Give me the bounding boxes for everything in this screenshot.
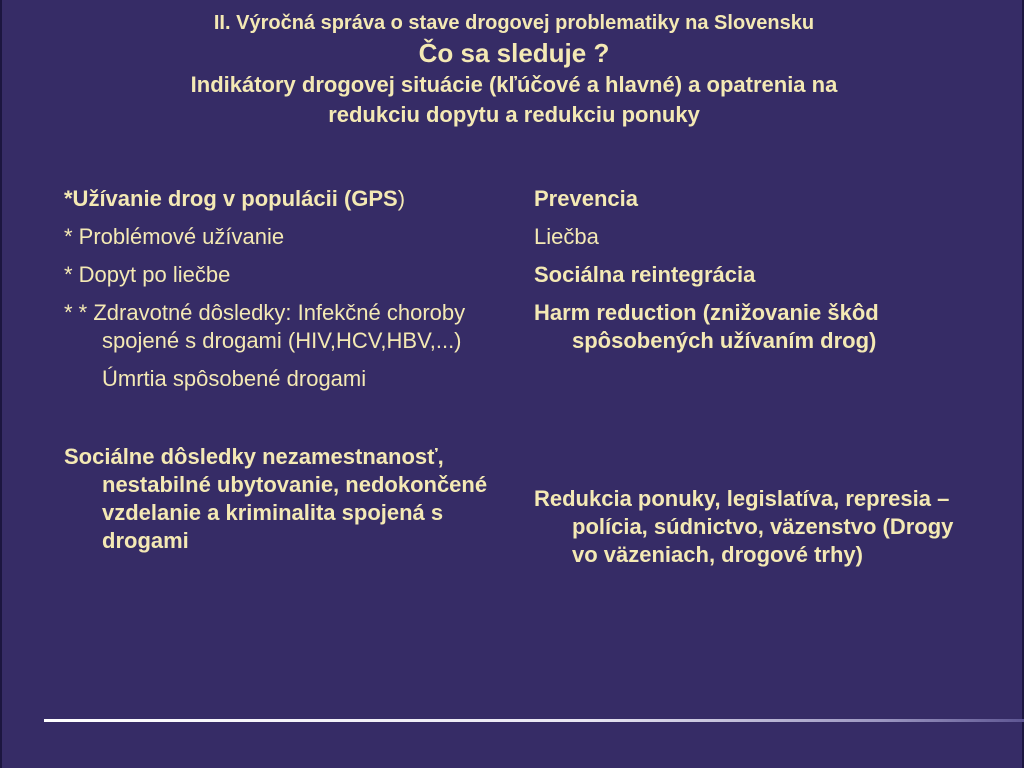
slide-title: Čo sa sleduje ? xyxy=(418,38,610,68)
indicator-social-consequences: Sociálne dôsledky nezamestnanosť, nestabilné ubytovanie, nedokončené vzdelanie a kriminalita spojená s drogami xyxy=(64,444,488,553)
slide-header xyxy=(2,10,1024,130)
indicator-health-prefix: * * xyxy=(64,300,94,325)
indicator-drug-deaths: Úmrtia spôsobené drogami xyxy=(102,366,367,391)
measures-column xyxy=(534,185,984,579)
measure-prevention: Prevencia xyxy=(534,186,638,211)
measure-treatment: Liečba xyxy=(534,224,599,249)
indicator-health-text: Zdravotné dôsledky: Infekčné choroby spojené s drogami (HIV,HCV,HBV,...) xyxy=(93,300,466,353)
slide-subtitle: II. Výročná správa o stave drogovej problematiky na Slovensku xyxy=(213,12,815,34)
indicators-column xyxy=(64,185,494,565)
indicator-gps-label: *Užívanie drog v populácii (GPS xyxy=(64,186,398,211)
slide-heading-line-2: redukciu dopytu a redukciu ponuky xyxy=(328,102,700,127)
indicator-problem-use: * Problémové užívanie xyxy=(64,224,285,249)
indicator-gps xyxy=(64,185,494,213)
indicator-gps-close: ) xyxy=(397,186,406,211)
measure-supply-reduction: Redukcia ponuky, legislatíva, represia – polícia, súdnictvo, väzenstvo (Drogy vo väzeniach, drogové trhy) xyxy=(534,486,954,567)
measure-harm-reduction: Harm reduction (znižovanie škôd spôsobených užívaním drog) xyxy=(534,300,879,353)
slide-heading-line-1: Indikátory drogovej situácie (kľúčové a hlavné) a opatrenia na xyxy=(190,72,838,97)
footer-divider xyxy=(44,719,1024,722)
measure-social-reintegration: Sociálna reintegrácia xyxy=(534,262,756,287)
indicator-health-consequences xyxy=(64,299,494,355)
indicator-treatment-demand: * Dopyt po liečbe xyxy=(64,262,231,287)
